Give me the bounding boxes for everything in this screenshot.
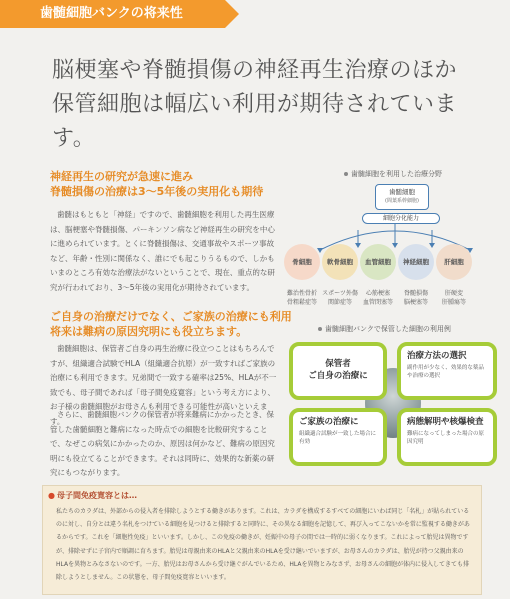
- section2-body-1: 歯髄細胞は、保管者ご自身の再生治療に役立つことはもちろんですが、組織適合試験でHLA（組織適合抗原）が一致すればご家族の治療にも利用できます。兄弟間で一致する確率は25%、HLAが不一致でも、母子間であれば「母子間免疫寛容」という考え方により、お子様の歯髄細胞がお母さんも利用できる可能性が高いといえます。: [50, 344, 277, 426]
- usage-family-title: ご家族の治療に: [299, 417, 359, 427]
- usage-pathology: [397, 408, 497, 466]
- usage-treatment-choice: [397, 342, 497, 400]
- usage-self: [289, 342, 387, 400]
- section2-heading-line-2: 将来は難病の原因究明にも役立ちます。: [50, 325, 248, 338]
- cell-type-disease: スポーツ外傷 関節症等: [322, 290, 358, 306]
- glossary-title: ● 母子間免疫寛容とは…: [48, 490, 137, 501]
- usage-self-title: 保管者 ご自身の治療に: [308, 359, 368, 381]
- stem-cell-sub: (間葉系幹細胞): [385, 198, 419, 204]
- cell-type-disease: 肝硬変 肝腫瘍等: [441, 290, 466, 306]
- section1-heading: [50, 169, 263, 199]
- section2-heading: [50, 309, 292, 339]
- headline-line-2: 保管細胞は幅広い利用が期待されています。: [52, 92, 458, 151]
- cell-type-circle: 軟骨細胞: [322, 244, 358, 280]
- cell-type-disease: 心筋梗塞 血管閉塞等: [362, 290, 393, 306]
- section1-heading-prefix: 脊髄損傷の治療: [50, 185, 127, 198]
- usage-family-desc: 組織適合試験が一致した場合に有効: [299, 431, 377, 445]
- stem-cell-box: [375, 184, 429, 210]
- glossary-text: 私たちのカラダは、外部からの侵入者を排除しようとする働きがあります。これは、カラダを構成するすべての細胞にいわば同じ「名札」が貼られているのに対し、自分とは違う名札をつけている細胞を見つけると排除すると同時に、その異なる細胞を記憶して、再び入ってこないかを常に監視する働きがあるからです。これを「細胞性免疫」といいます。しかし、この免疫の働きが、妊娠中の母子の間では一時的に弱くなります。これによって胎児は異物ですが、排除せずに子宮内で順調に育ちます。胎児は母親由来のHLAと父親由来のHLAを受け継いでいますが、お母さんのカラダは、胎児が持つ父親由来のHLAを異物とみなさないのです。一方、胎児はお母さんから受け継ぐがんでいるため、HLAを異物とみなさず、お母さんの細胞が体内に侵入してきても排除しようとしません。この状態を、母子間免疫寛容といいます。: [56, 508, 470, 582]
- headline: [52, 54, 482, 156]
- section1-body: 歯髄はもともと「神経」ですので、歯髄細胞を利用した再生医療は、脳梗塞や脊髄損傷、パーキンソン病など神経再生の研究を中心に進められています。とくに脊髄損傷は、交通事故やスポーツ事故など、年齢・性別に関係なく、誰にでも起こりうるもので、しかもいまのところ有効な治療法がないということで、現在、重点的な研究が行われており、3〜5年後の実用化が期待されています。: [50, 210, 275, 292]
- cell-type-circle: 血管細胞: [360, 244, 396, 280]
- cell-type-circle: 神経細胞: [398, 244, 434, 280]
- usage-treatment-choice-desc: 副作用が少なく、効果的な薬品や治療の選択: [407, 365, 484, 379]
- usage-pathology-desc: 難病になってしまった場合の原因究明: [407, 431, 485, 445]
- diagram2-title: 歯髄細胞バンクで保管した細胞の利用例: [318, 324, 451, 334]
- section2-body-2: さらに、歯髄細胞バンクの保管者が将来難病にかかったとき、保管した歯髄細胞と難病になった時点での細胞を比較研究することで、なぜこの病気にかかったのか、原因は何かなど、難病の原因究明にも役立てることができます。それは同時に、効果的な新薬の研究にもつながります。: [50, 410, 275, 477]
- diagram1-title: 歯髄細胞を利用した治療分野: [344, 169, 442, 179]
- differentiation-pill: 細胞分化能力: [362, 213, 440, 224]
- usage-family: [289, 408, 387, 466]
- cell-type-disease: 脊髄損傷 脳梗塞等: [403, 290, 428, 306]
- stem-cell-label: 歯髄細胞: [389, 188, 415, 196]
- cell-type-disease: 難治性骨折 骨粗鬆症等: [286, 290, 317, 306]
- headline-line-1: 脳梗塞や脊髄損傷の神経再生治療のほか: [52, 58, 458, 83]
- section-tab: [0, 0, 225, 28]
- section1-heading-highlight: は3〜5年後の実用化も期待: [127, 185, 264, 198]
- usage-treatment-choice-title: 治療方法の選択: [407, 351, 467, 361]
- section2-heading-line-1: ご自身の治療だけでなく、ご家族の治療にも利用: [50, 310, 292, 323]
- branch-arrows: [290, 218, 500, 256]
- usage-pathology-title: 病態解明や核爆検査: [407, 417, 484, 427]
- section1-heading-line-1: 神経再生の研究が急速に進み: [50, 170, 193, 183]
- section-tab-label: 歯髄細胞バンクの将来性: [40, 6, 183, 21]
- cell-type-circle: 肝細胞: [436, 244, 472, 280]
- usage-diagram: [285, 338, 500, 468]
- cell-type-circle: 骨細胞: [284, 244, 320, 280]
